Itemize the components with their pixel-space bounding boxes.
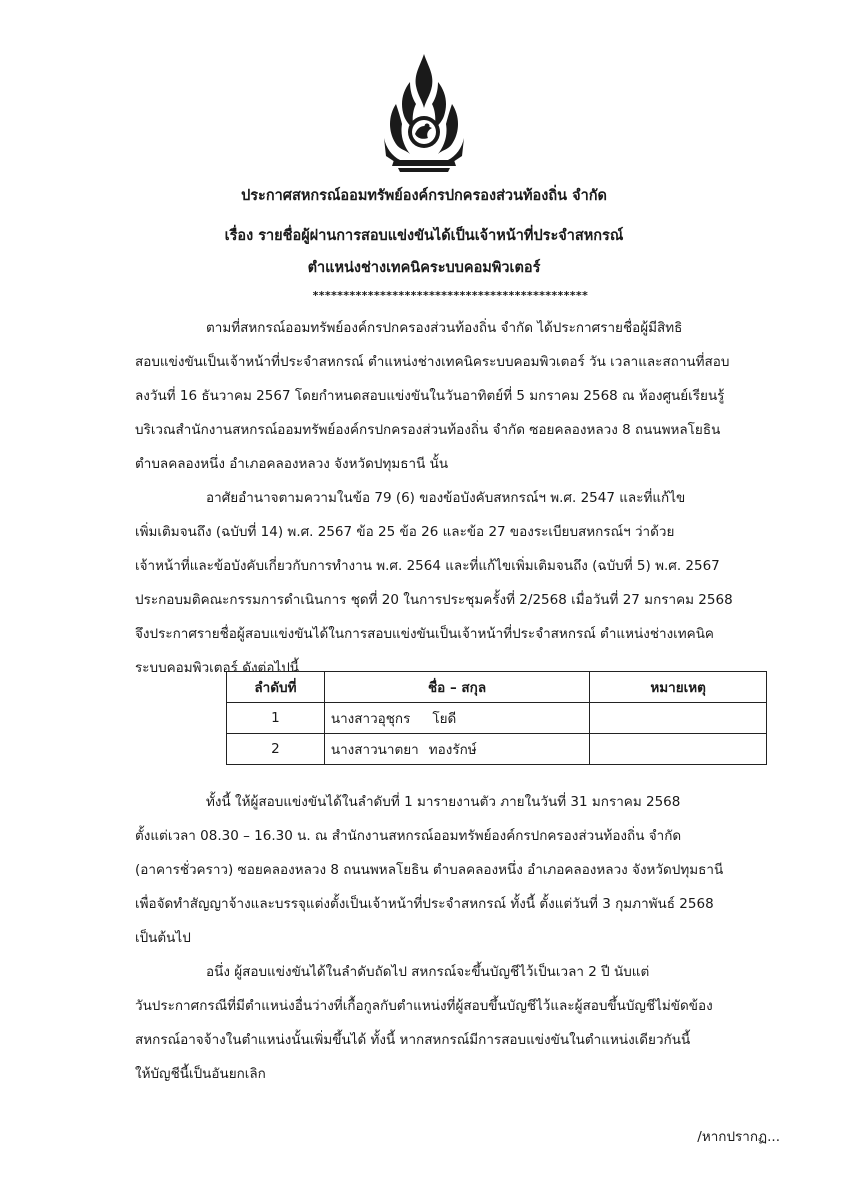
row-order: 2 xyxy=(227,734,325,765)
table-row xyxy=(227,703,767,734)
paragraph3-line: ตั้งแต่เวลา 08.30 – 16.30 น. ณ สำนักงานสหกรณ์ออมทรัพย์องค์กรปกครองส่วนท้องถิ่น จำกัด xyxy=(135,828,682,844)
last-name: ทองรักษ์ xyxy=(428,742,477,758)
paragraph3-line: เพื่อจัดทำสัญญาจ้างและบรรจุแต่งตั้งเป็นเจ้าหน้าที่ประจำสหกรณ์ ทั้งนี้ ตั้งแต่วันที่ 3 กุมภาพันธ์ 2568 xyxy=(135,896,714,912)
separator-line: ********************************************* xyxy=(312,289,588,302)
paragraph2-line: เพิ่มเติมจนถึง (ฉบับที่ 14) พ.ศ. 2567 ข้อ 25 ข้อ 26 และข้อ 27 ของระเบียบสหกรณ์ฯ ว่าด้วย xyxy=(135,524,675,540)
paragraph3-line: เป็นต้นไป xyxy=(135,930,191,946)
row-remark xyxy=(590,734,767,765)
table-row xyxy=(227,734,767,765)
row-order: 1 xyxy=(227,703,325,734)
paragraph1-line: สอบแข่งขันเป็นเจ้าหน้าที่ประจำสหกรณ์ ตำแหน่งช่างเทคนิคระบบคอมพิวเตอร์ วัน เวลาและสถานที่สอบ xyxy=(135,354,730,370)
paragraph4-line: อนึ่ง ผู้สอบแข่งขันได้ในลำดับถัดไป สหกรณ์จะขึ้นบัญชีไว้เป็นเวลา 2 ปี นับแต่ xyxy=(206,964,650,980)
paragraph3-line: ทั้งนี้ ให้ผู้สอบแข่งขันได้ในลำดับที่ 1 มารายงานตัว ภายในวันที่ 31 มกราคม 2568 xyxy=(206,794,681,810)
first-name: นางสาวนาตยา xyxy=(330,742,419,758)
candidates-table xyxy=(226,671,767,765)
paragraph2-line: ประกอบมติคณะกรรมการดำเนินการ ชุดที่ 20 ในการประชุมครั้งที่ 2/2568 เมื่อวันที่ 27 มกราคม 2568 xyxy=(135,592,733,608)
row-remark xyxy=(590,703,767,734)
row-name xyxy=(324,734,589,765)
announcement-position: ตำแหน่งช่างเทคนิคระบบคอมพิวเตอร์ xyxy=(307,260,541,276)
first-name: นางสาวอุชุกร xyxy=(330,711,411,727)
paragraph2-line: ระบบคอมพิวเตอร์ ดังต่อไปนี้ xyxy=(135,660,300,676)
paragraph4-line: วันประกาศกรณีที่มีตำแหน่งอื่นว่างที่เกื้อกูลกับตำแหน่งที่ผู้สอบขึ้นบัญชีไว้และผู้สอบขึ้นบัญชีไม่ขัดข้อง xyxy=(135,998,713,1014)
header-order: ลำดับที่ xyxy=(227,672,325,703)
table-header-row xyxy=(227,672,767,703)
row-name xyxy=(324,703,589,734)
paragraph2-line: จึงประกาศรายชื่อผู้สอบแข่งขันได้ในการสอบแข่งขันเป็นเจ้าหน้าที่ประจำสหกรณ์ ตำแหน่งช่างเทคนิค xyxy=(135,626,714,642)
paragraph1-line: ตามที่สหกรณ์ออมทรัพย์องค์กรปกครองส่วนท้องถิ่น จำกัด ได้ประกาศรายชื่อผู้มีสิทธิ xyxy=(206,320,683,336)
announcement-title: ประกาศสหกรณ์ออมทรัพย์องค์กรปกครองส่วนท้องถิ่น จำกัด xyxy=(241,188,607,204)
announcement-subject: เรื่อง รายชื่อผู้ผ่านการสอบแข่งขันได้เป็นเจ้าหน้าที่ประจำสหกรณ์ xyxy=(224,228,624,244)
header-name: ชื่อ – สกุล xyxy=(324,672,589,703)
paragraph1-line: บริเวณสำนักงานสหกรณ์ออมทรัพย์องค์กรปกครองส่วนท้องถิ่น จำกัด ซอยคลองหลวง 8 ถนนพหลโยธิน xyxy=(135,422,721,438)
paragraph3-line: (อาคารชั่วคราว) ซอยคลองหลวง 8 ถนนพหลโยธิน ตำบลคลองหนึ่ง อำเภอคลองหลวง จังหวัดปทุมธานี xyxy=(135,862,724,878)
paragraph1-line: ตำบลคลองหนึ่ง อำเภอคลองหลวง จังหวัดปทุมธานี นั้น xyxy=(135,456,449,472)
continued-next-page: /หากปรากฏ... xyxy=(697,1129,780,1145)
paragraph4-line: สหกรณ์อาจจ้างในตำแหน่งนั้นเพิ่มขึ้นได้ ทั้งนี้ หากสหกรณ์มีการสอบแข่งขันในตำแหน่งเดียวกันนี้ xyxy=(135,1032,691,1048)
paragraph4-line: ให้บัญชีนี้เป็นอันยกเลิก xyxy=(135,1066,266,1082)
header-remark: หมายเหตุ xyxy=(590,672,767,703)
paragraph2-line: อาศัยอำนาจตามความในข้อ 79 (6) ของข้อบังคับสหกรณ์ฯ พ.ศ. 2547 และที่แก้ไข xyxy=(206,490,686,506)
paragraph1-line: ลงวันที่ 16 ธันวาคม 2567 โดยกำหนดสอบแข่งขันในวันอาทิตย์ที่ 5 มกราคม 2568 ณ ห้องศูนย์เรียนรู้ xyxy=(135,388,725,404)
last-name: โยดี xyxy=(432,711,457,727)
cooperative-emblem-logo xyxy=(382,52,466,174)
paragraph2-line: เจ้าหน้าที่และข้อบังคับเกี่ยวกับการทำงาน พ.ศ. 2564 และที่แก้ไขเพิ่มเติมจนถึง (ฉบับที่ 5) พ.ศ. 2567 xyxy=(135,558,720,574)
